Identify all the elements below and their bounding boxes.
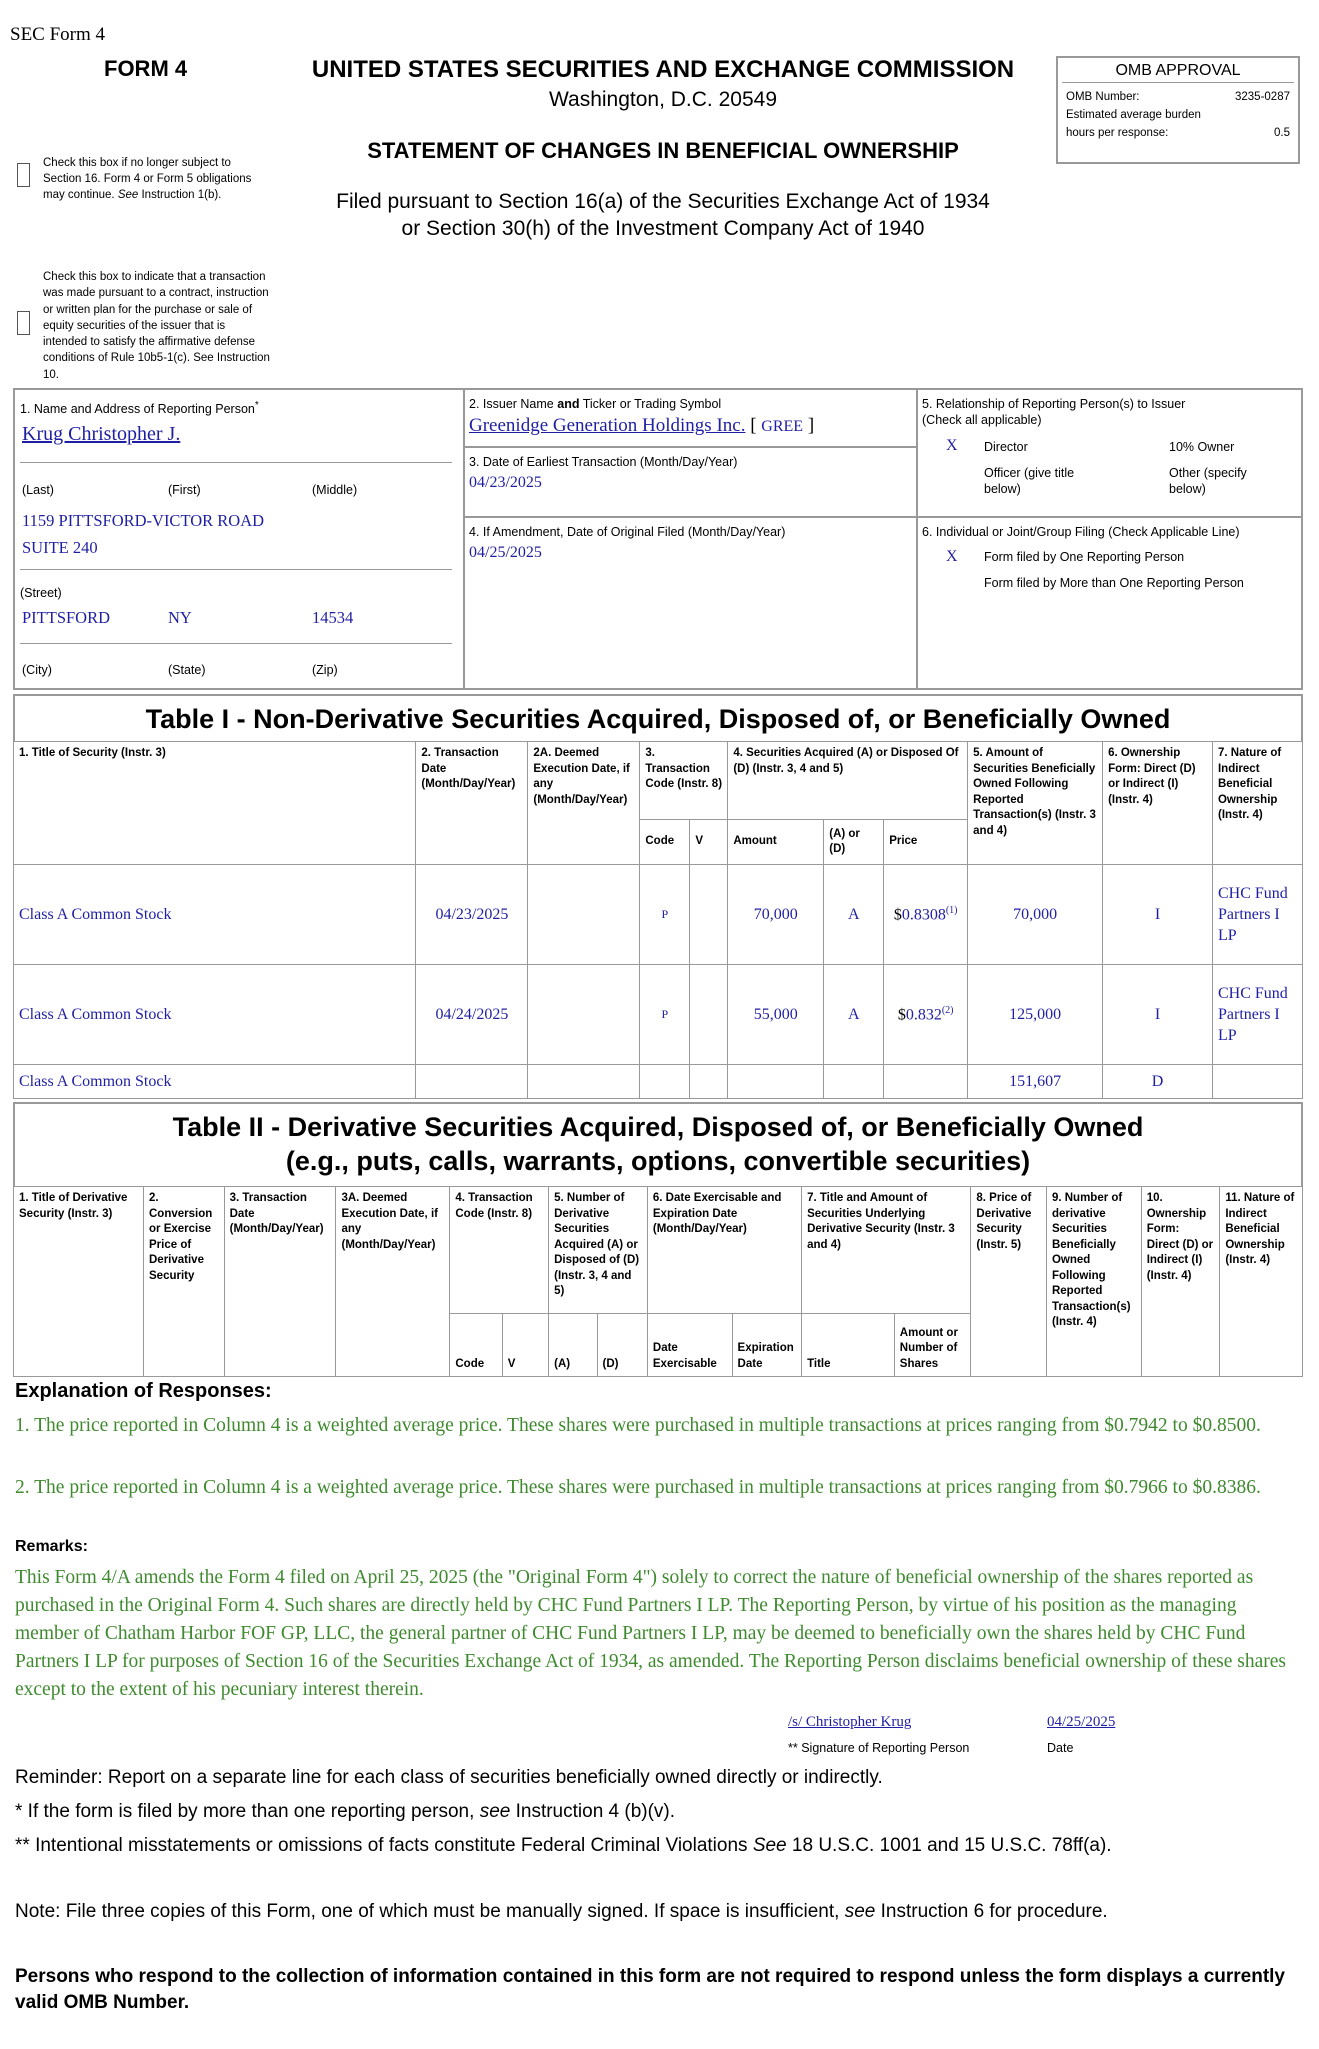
col-deemed-date: 2A. Deemed Execution Date, if any (Month/Day/Year) <box>528 742 640 865</box>
see-italic: See <box>752 1835 787 1856</box>
first-label: (First) <box>168 483 201 497</box>
rule10b5-line: 10. <box>43 368 59 381</box>
rule10b5-line: Check this box to indicate that a transaction <box>43 271 266 283</box>
price-value: 0.8308 <box>901 906 946 924</box>
ownership-nature <box>1212 1065 1302 1099</box>
statement-title: STATEMENT OF CHANGES IN BENEFICIAL OWNERSHIP <box>367 138 959 163</box>
filed-pursuant-line-1: Filed pursuant to Section 16(a) of the Securities Exchange Act of 1934 <box>336 190 990 213</box>
section16-line: Check this box if no longer subject to <box>43 157 231 169</box>
section16-text <box>43 155 283 203</box>
agency-location: Washington, D.C. 20549 <box>548 88 778 111</box>
price <box>884 965 968 1065</box>
table2 <box>13 1186 1303 1377</box>
ticker-open-bracket: [ <box>750 415 757 436</box>
col-securities-acquired: 4. Securities Acquired (A) or Disposed Of (D) (Instr. 3, 4 and 5) <box>728 742 968 820</box>
state-value: NY <box>168 608 192 627</box>
amount: 70,000 <box>728 865 824 965</box>
v-flag <box>690 865 728 965</box>
see-italic: see <box>479 1801 511 1822</box>
price-dollar: $ <box>897 1006 906 1024</box>
file-note-post: Instruction 6 for procedure. <box>880 1901 1108 1922</box>
omb-hours-label: hours per response: <box>1066 127 1169 139</box>
other-label-2: below) <box>1169 482 1206 496</box>
table1-title: Table I - Non-Derivative Securities Acquired, Disposed of, or Beneficially Owned <box>13 694 1303 742</box>
footnote-ref[interactable]: (2) <box>941 1004 954 1016</box>
transaction-date: 04/23/2025 <box>416 865 528 965</box>
transaction-date <box>416 1065 528 1099</box>
zip-label: (Zip) <box>312 663 338 677</box>
sub-v: V <box>502 1314 548 1377</box>
file-note-pre: Note: File three copies of this Form, one of which must be manually signed. If space is insufficient, <box>15 1901 840 1922</box>
security-title: Class A Common Stock <box>14 1065 416 1099</box>
security-title: Class A Common Stock <box>14 865 416 965</box>
persons-note: Persons who respond to the collection of information contained in this form are not required to respond unless the form displays a currently valid OMB Number. <box>15 1966 1286 2013</box>
reporting-person-address <box>22 507 264 561</box>
grid-divider <box>463 388 465 690</box>
ownership-nature: CHC Fund Partners I LP <box>1212 865 1302 965</box>
agency-name: UNITED STATES SECURITIES AND EXCHANGE COMMISSION <box>311 56 1015 83</box>
col-number-derivative: 5. Number of Derivative Securities Acquired (A) or Disposed of (D) (Instr. 3, 4 and 5) <box>549 1187 648 1314</box>
col-ownership-form: 10. Ownership Form: Direct (D) or Indirect (I) (Instr. 4) <box>1141 1187 1220 1377</box>
a-or-d: A <box>824 965 884 1065</box>
sub-a: (A) <box>549 1314 597 1377</box>
omb-burden-label: Estimated average burden <box>1066 109 1201 121</box>
omb-title: OMB APPROVAL <box>1062 60 1294 83</box>
amount-owned: 125,000 <box>968 965 1103 1065</box>
col-underlying: 7. Title and Amount of Securities Underlying Derivative Security (Instr. 3 and 4) <box>802 1187 971 1314</box>
relationship-label-1: 5. Relationship of Reporting Person(s) to Issuer <box>922 397 1186 411</box>
col-amount-owned: 5. Amount of Securities Beneficially Owned Following Reported Transaction(s) (Instr. 3 and 4) <box>968 742 1103 865</box>
ten-pct-owner-label: 10% Owner <box>1169 440 1235 454</box>
table2-title <box>13 1102 1303 1186</box>
price <box>884 1065 968 1099</box>
sub-code: Code <box>640 820 690 865</box>
deemed-date <box>528 1065 640 1099</box>
underline <box>20 643 452 644</box>
relationship-label <box>922 396 1185 428</box>
transaction-date: 04/24/2025 <box>416 965 528 1065</box>
omb-hours-row <box>1066 127 1290 139</box>
sub-a-or-d: (A) or (D) <box>824 820 884 865</box>
earliest-date-value: 04/23/2025 <box>469 474 542 491</box>
deemed-date <box>528 865 640 965</box>
price <box>884 865 968 965</box>
signature-name-link[interactable]: /s/ Christopher Krug <box>788 1714 912 1730</box>
double-star-note <box>15 1833 1305 1859</box>
ownership-form: D <box>1103 1065 1213 1099</box>
grid-divider <box>464 516 916 518</box>
omb-approval-box <box>1056 56 1300 164</box>
a-or-d: A <box>824 865 884 965</box>
section16-line <box>43 187 283 203</box>
star-note <box>15 1799 1305 1825</box>
sub-v: V <box>690 820 728 865</box>
reporting-person-label <box>20 398 259 417</box>
star-note-post: Instruction 4 (b)(v). <box>515 1801 676 1822</box>
filed-pursuant-line-2: or Section 30(h) of the Investment Company Act of 1940 <box>401 217 925 240</box>
last-label: (Last) <box>22 483 54 497</box>
one-person-label: Form filed by One Reporting Person <box>984 550 1185 564</box>
remarks-text: This Form 4/A amends the Form 4 filed on April 25, 2025 (the "Original Form 4") solely to correct the nature of beneficial ownership of the shares reported as purchased in the Original Form 4. Such shares are directly held by CHC Fund Partners I LP. The Reporting Person, by virtue of his position as the managing member of Chatham Harbor FOF GP, LLC, the general partner of CHC Fund Partners I LP, may be deemed to beneficially own the shares held by CHC Fund Partners I LP for purposes of Section 16 of the Securities Exchange Act of 1934, as amended. The Reporting Person disclaims beneficial ownership of these shares except to the extent of his pecuniary interest therein. <box>15 1567 1286 1700</box>
relationship-label-2: (Check all applicable) <box>922 413 1042 427</box>
col-date-exercisable: 6. Date Exercisable and Expiration Date (Month/Day/Year) <box>647 1187 801 1314</box>
underline <box>20 462 452 463</box>
omb-hours: 0.5 <box>1274 127 1290 139</box>
section16-text3: may continue. <box>43 189 115 201</box>
issuer-label-post: Ticker or Trading Symbol <box>582 397 722 411</box>
security-title: Class A Common Stock <box>14 965 416 1065</box>
middle-label: (Middle) <box>312 483 358 497</box>
col-transaction-code: 3. Transaction Code (Instr. 8) <box>640 742 728 820</box>
remarks-heading: Remarks: <box>15 1538 88 1555</box>
city-value: PITTSFORD <box>22 608 111 627</box>
amount <box>728 1065 824 1099</box>
transaction-code <box>640 1065 690 1099</box>
footnote-ref[interactable]: (1) <box>945 904 958 916</box>
amount-owned: 151,607 <box>968 1065 1103 1099</box>
rule10b5-line: was made pursuant to a contract, instruction <box>43 287 269 300</box>
transaction-code: P <box>640 965 690 1065</box>
rule10b5-line: or written plan for the purchase or sale of <box>43 303 253 316</box>
v-flag <box>690 965 728 1065</box>
amount: 55,000 <box>728 965 824 1065</box>
other-label-1: Other (specify <box>1169 466 1247 480</box>
sub-price: Price <box>884 820 968 865</box>
sub-title: Title <box>802 1314 895 1377</box>
see-italic: See <box>117 189 139 201</box>
grid-divider <box>464 446 916 448</box>
ownership-nature: CHC Fund Partners I LP <box>1212 965 1302 1065</box>
filing-label: 6. Individual or Joint/Group Filing (Check Applicable Line) <box>922 525 1240 539</box>
ownership-form: I <box>1103 965 1213 1065</box>
transaction-code: P <box>640 865 690 965</box>
issuer-label <box>469 396 721 412</box>
sub-date-exercisable: Date Exercisable <box>647 1314 732 1377</box>
col-transaction-code: 4. Transaction Code (Instr. 8) <box>450 1187 549 1314</box>
street-label: (Street) <box>20 586 62 600</box>
more-person-label: Form filed by More than One Reporting Person <box>984 576 1244 590</box>
omb-number-label: OMB Number: <box>1066 91 1140 103</box>
explanation-heading: Explanation of Responses: <box>15 1380 272 1402</box>
signature-date-label: Date <box>1047 1741 1074 1755</box>
address-line-2: SUITE 240 <box>22 538 98 557</box>
officer-label <box>984 465 1074 497</box>
other-label <box>1169 465 1247 497</box>
officer-label-2: below) <box>984 482 1021 496</box>
col-deemed-date: 3A. Deemed Execution Date, if any (Month/Day/Year) <box>336 1187 450 1377</box>
rule10b5-checkbox[interactable] <box>17 311 30 335</box>
signature-label: ** Signature of Reporting Person <box>788 1741 970 1755</box>
state-label: (State) <box>168 663 206 677</box>
section16-instr: Instruction 1(b). <box>141 189 222 201</box>
deemed-date <box>528 965 640 1065</box>
issuer-row <box>469 415 814 437</box>
rule10b5-line: intended to satisfy the affirmative defense <box>43 336 256 349</box>
double-star-post: 18 U.S.C. 1001 and 15 U.S.C. 78ff(a). <box>791 1835 1112 1856</box>
rule10b5-line: conditions of Rule 10b5-1(c). See Instruction <box>43 352 270 365</box>
omb-number-row <box>1066 91 1290 103</box>
one-person-mark[interactable]: X <box>946 548 958 565</box>
star-note-pre: * If the form is filed by more than one reporting person, <box>15 1801 475 1822</box>
footnote-2: 2. The price reported in Column 4 is a weighted average price. These shares were purchased in multiple transactions at prices ranging from $0.7966 to $0.8386. <box>15 1477 1261 1498</box>
col-title-of-security: 1. Title of Security (Instr. 3) <box>14 742 416 865</box>
section16-line: Section 16. Form 4 or Form 5 obligations <box>43 173 252 185</box>
table-row <box>14 965 1303 1065</box>
address-line-1: 1159 PITTSFORD-VICTOR ROAD <box>22 511 265 530</box>
sub-d: (D) <box>597 1314 647 1377</box>
col-nature: 11. Nature of Indirect Beneficial Ownership (Instr. 4) <box>1220 1187 1303 1377</box>
reminder-text: Reminder: Report on a separate line for each class of securities beneficially owned directly or indirectly. <box>15 1767 883 1788</box>
amendment-date-value: 04/25/2025 <box>469 544 542 561</box>
table1 <box>13 741 1303 1099</box>
director-mark[interactable]: X <box>946 437 958 454</box>
footnote-1: 1. The price reported in Column 4 is a weighted average price. These shares were purchased in multiple transactions at prices ranging from $0.7942 to $0.8500. <box>15 1415 1261 1436</box>
table2-title-line-1: Table II - Derivative Securities Acquired, Disposed of, or Beneficially Owned <box>172 1112 1144 1142</box>
ticker-symbol: GREE <box>761 418 804 435</box>
col-ownership-form: 6. Ownership Form: Direct (D) or Indirect (I) (Instr. 4) <box>1103 742 1213 865</box>
amendment-date-label: 4. If Amendment, Date of Original Filed (Month/Day/Year) <box>469 525 786 539</box>
omb-number: 3235-0287 <box>1235 91 1290 103</box>
director-label: Director <box>984 440 1028 454</box>
sub-amount: Amount <box>728 820 824 865</box>
issuer-name-link[interactable]: Greenidge Generation Holdings Inc. <box>469 415 746 436</box>
officer-label-1: Officer (give title <box>984 466 1075 480</box>
rule10b5-line: equity securities of the issuer that is <box>43 319 226 332</box>
col-derivative-title: 1. Title of Derivative Security (Instr. 3) <box>14 1187 144 1377</box>
price-value: 0.832 <box>905 1006 942 1024</box>
sec-form-label: SEC Form 4 <box>10 24 106 45</box>
ticker-close-bracket: ] <box>807 415 815 436</box>
file-note <box>15 1899 1305 1925</box>
price-dollar: $ <box>893 906 902 924</box>
section16-checkbox[interactable] <box>17 163 30 187</box>
see-italic: see <box>844 1901 876 1922</box>
reporting-person-name-link[interactable]: Krug Christopher J. <box>22 423 181 445</box>
signature-date-link[interactable]: 04/25/2025 <box>1047 1714 1116 1730</box>
v-flag <box>690 1065 728 1099</box>
col-price-derivative: 8. Price of Derivative Security (Instr. 5) <box>971 1187 1047 1377</box>
star-footnote: * <box>254 400 259 411</box>
form-number: FORM 4 <box>104 56 188 81</box>
sub-code: Code <box>450 1314 502 1377</box>
col-nature: 7. Nature of Indirect Beneficial Ownership (Instr. 4) <box>1212 742 1302 865</box>
earliest-date-label: 3. Date of Earliest Transaction (Month/Day/Year) <box>469 455 738 469</box>
grid-divider <box>916 388 918 690</box>
amount-owned: 70,000 <box>968 865 1103 965</box>
sub-amount-shares: Amount or Number of Shares <box>894 1314 971 1377</box>
sub-expiration-date: Expiration Date <box>732 1314 802 1377</box>
issuer-label-pre: 2. Issuer Name <box>469 397 554 411</box>
reporting-person-label-text: 1. Name and Address of Reporting Person <box>20 402 255 417</box>
city-label: (City) <box>22 663 52 677</box>
table-row <box>14 1065 1303 1099</box>
double-star-pre: ** Intentional misstatements or omissions of facts constitute Federal Criminal Violations <box>15 1835 748 1856</box>
col-transaction-date: 3. Transaction Date (Month/Day/Year) <box>224 1187 336 1377</box>
table2-title-line-2: (e.g., puts, calls, warrants, options, convertible securities) <box>285 1146 1031 1176</box>
col-number-owned: 9. Number of derivative Securities Beneficially Owned Following Reported Transaction(s) (Instr. 4) <box>1046 1187 1141 1377</box>
grid-divider <box>917 516 1302 518</box>
col-transaction-date: 2. Transaction Date (Month/Day/Year) <box>416 742 528 865</box>
ownership-form: I <box>1103 865 1213 965</box>
table-row <box>14 865 1303 965</box>
underline <box>20 569 452 570</box>
header-center <box>288 56 1038 241</box>
a-or-d <box>824 1065 884 1099</box>
issuer-label-and: and <box>557 397 580 411</box>
col-conversion-price: 2. Conversion or Exercise Price of Derivative Security <box>144 1187 225 1377</box>
rule10b5-text <box>43 269 293 383</box>
zip-value: 14534 <box>312 608 354 627</box>
